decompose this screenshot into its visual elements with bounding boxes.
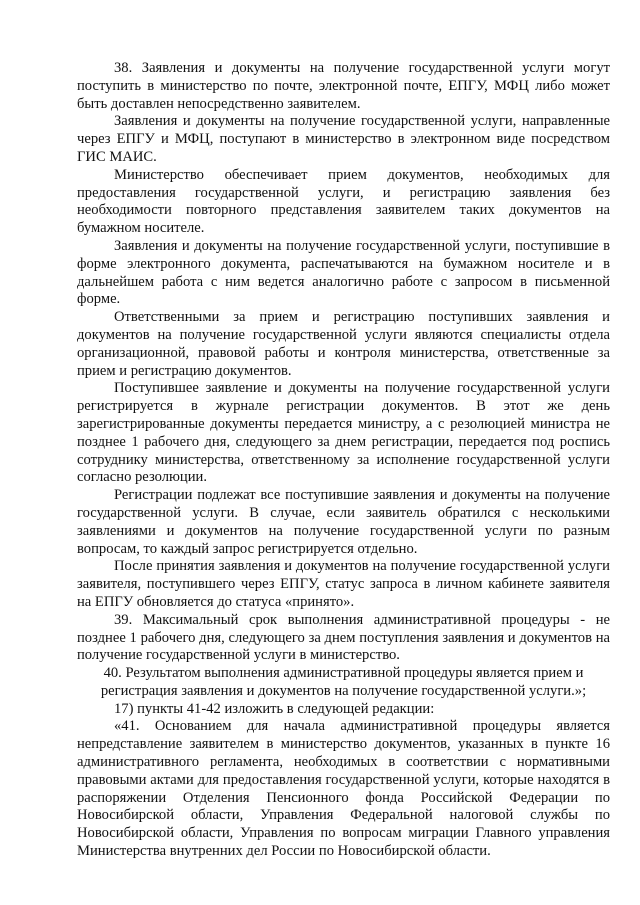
document-page (77, 60, 610, 861)
paragraph-epgu-mfc: Заявления и документы на получение государственной услуги, направленные через ЕПГУ и МФЦ, поступают в министерство в электронном виде посредством ГИС МАИС. (77, 113, 610, 165)
paragraph-registration-required: Регистрации подлежат все поступившие заявления и документы на получение государственной услуги. В случае, если заявитель обратился с несколькими заявлениями и документов на получение государственной услуги по разным вопросам, то каждый запрос регистрируется отдельно. (77, 487, 610, 557)
paragraph-38: 38. Заявления и документы на получение государственной услуги могут поступить в министерство по почте, электронной почте, ЕПГУ, МФЦ либо может быть доставлен непосредственно заявителем. (77, 60, 610, 112)
paragraph-41: «41. Основанием для начала административной процедуры является непредставление заявителем в министерство документов, указанных в пункте 16 административного регламента, необходимых в соответствии с нормативными правовыми актами для предоставления государственной услуги, которые находятся в распоряжении Отделения Пенсионного фонда Российской Федерации по Новосибирской области, Управления Федеральной налоговой службы по Новосибирской области, Управления по вопросам миграции Главного управления Министерства внутренних дел России по Новосибирской области. (77, 718, 610, 860)
paragraph-responsible-specialists: Ответственными за прием и регистрацию поступивших заявления и документов на получение государственной услуги являются специалисты отдела организационной, правовой работы и контроля министерства, ответственные за прием и регистрацию документов. (77, 309, 610, 379)
paragraph-status-update: После принятия заявления и документов на получение государственной услуги заявителя, поступившего через ЕПГУ, статус запроса в личном кабинете заявителя на ЕПГУ обновляется до статуса «принято». (77, 558, 610, 610)
paragraph-ministry-reception: Министерство обеспечивает прием документов, необходимых для предоставления государственной услуги, и регистрацию заявления без необходимости повторного представления заявителем таких документов на бумажном носителе. (77, 166, 610, 237)
paragraph-40: 40. Результатом выполнения административной процедуры является прием и регистрация заявления и документов на получение государственной услуги.»; (100, 665, 587, 699)
paragraph-electronic-documents: Заявления и документы на получение государственной услуги, поступившие в форме электронного документа, распечатываются на бумажном носителе и в дальнейшем работа с ним ведется аналогично работе с запросом в письменной форме. (77, 237, 610, 308)
paragraph-17: 17) пункты 41-42 изложить в следующей редакции: (114, 700, 435, 717)
paragraph-39: 39. Максимальный срок выполнения административной процедуры - не позднее 1 рабочего дня, следующего за днем поступления заявления и документов на получение государственной услуги в министерство. (77, 611, 610, 664)
paragraph-registration-journal: Поступившее заявление и документы на получение государственной услуги регистрируется в журнале регистрации документов. В этот же день зарегистрированные документы передается министру, а с резолюцией министра не позднее 1 рабочего дня, следующего за днем регистрации, передается под роспись сотруднику министерства, ответственному за исполнение государственной услуги согласно резолюции. (77, 380, 610, 486)
